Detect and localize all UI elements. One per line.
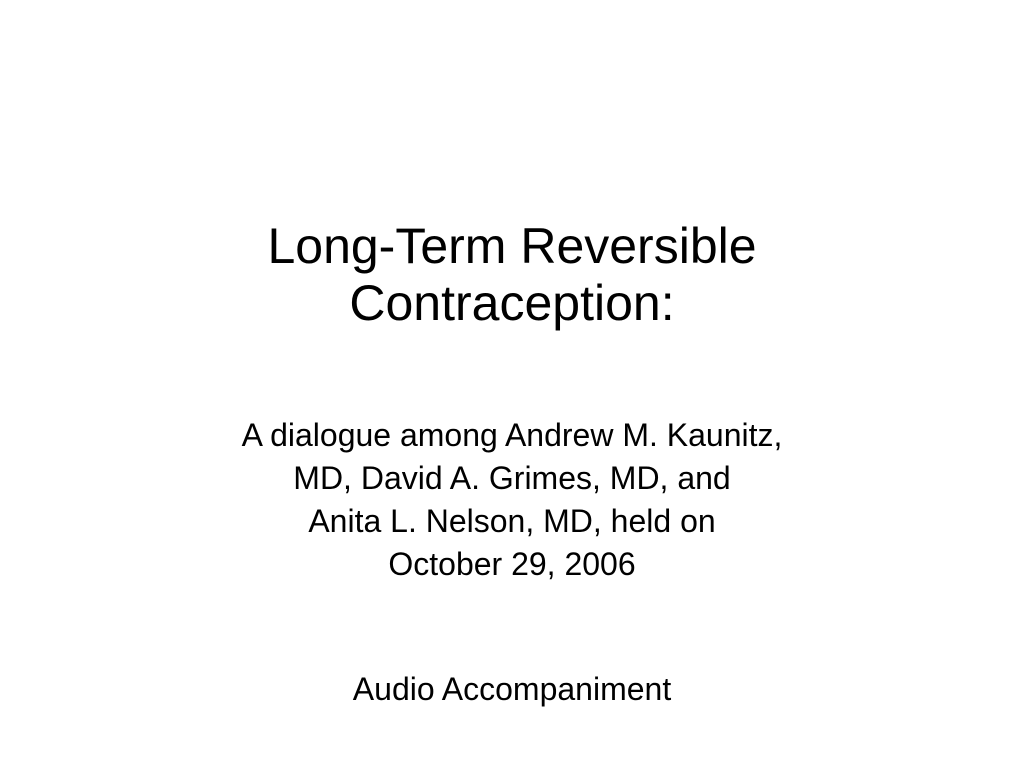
subtitle-line: A dialogue among Andrew M. Kaunitz, bbox=[241, 417, 783, 453]
slide-title bbox=[0, 218, 1024, 332]
audio-accompaniment-label: Audio Accompaniment bbox=[352, 671, 672, 707]
subtitle-line: MD, David A. Grimes, MD, and bbox=[293, 460, 731, 496]
slide-title-line: Contraception: bbox=[349, 275, 675, 331]
slide-subtitle bbox=[0, 414, 1024, 586]
subtitle-line: October 29, 2006 bbox=[388, 546, 636, 582]
slide-title-line: Long-Term Reversible bbox=[267, 218, 757, 274]
subtitle-line: Anita L. Nelson, MD, held on bbox=[308, 503, 716, 539]
